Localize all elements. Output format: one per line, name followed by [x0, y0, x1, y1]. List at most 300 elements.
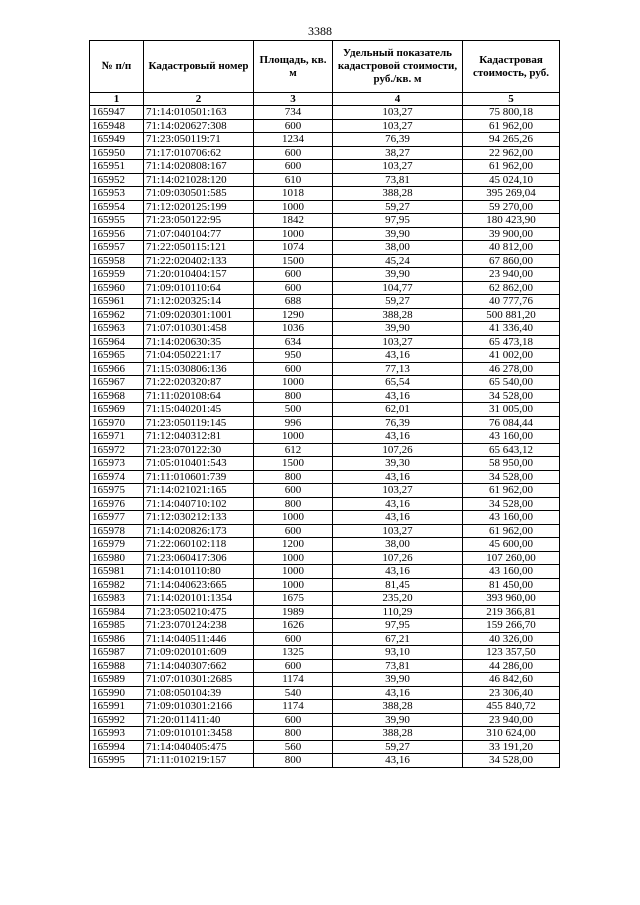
- cell-cadastral-value: 65 643,12: [463, 443, 560, 457]
- cell-cadastral-value: 58 950,00: [463, 457, 560, 471]
- cell-cadastral-number: 71:14:040307:662: [144, 659, 254, 673]
- cell-cadastral-value: 46 842,60: [463, 673, 560, 687]
- cell-area: 600: [254, 119, 333, 133]
- cell-area: 600: [254, 659, 333, 673]
- cell-area: 600: [254, 160, 333, 174]
- cell-unit-value: 103,27: [333, 524, 463, 538]
- cell-row-number: 165961: [90, 295, 144, 309]
- cell-cadastral-number: 71:23:050122:95: [144, 214, 254, 228]
- cell-unit-value: 104,77: [333, 281, 463, 295]
- cell-cadastral-number: 71:14:040511:446: [144, 632, 254, 646]
- cell-cadastral-number: 71:05:010401:543: [144, 457, 254, 471]
- cell-area: 1200: [254, 538, 333, 552]
- cell-cadastral-number: 71:15:030806:136: [144, 362, 254, 376]
- table-row: [90, 268, 560, 282]
- header-area: Площадь, кв. м: [254, 41, 333, 93]
- cell-cadastral-number: 71:14:021021:165: [144, 484, 254, 498]
- cell-unit-value: 73,81: [333, 173, 463, 187]
- cell-cadastral-number: 71:09:010101:3458: [144, 727, 254, 741]
- cell-row-number: 165978: [90, 524, 144, 538]
- cell-unit-value: 76,39: [333, 133, 463, 147]
- cell-cadastral-number: 71:11:010601:739: [144, 470, 254, 484]
- cell-row-number: 165994: [90, 740, 144, 754]
- cell-cadastral-value: 219 366,81: [463, 605, 560, 619]
- cell-cadastral-number: 71:11:020108:64: [144, 389, 254, 403]
- cell-area: 688: [254, 295, 333, 309]
- cell-row-number: 165981: [90, 565, 144, 579]
- column-number: 2: [144, 93, 254, 106]
- cell-row-number: 165970: [90, 416, 144, 430]
- cell-row-number: 165963: [90, 322, 144, 336]
- table-row: [90, 700, 560, 714]
- cell-area: 612: [254, 443, 333, 457]
- table-row: [90, 187, 560, 201]
- table-row: [90, 362, 560, 376]
- cell-cadastral-number: 71:23:070122:30: [144, 443, 254, 457]
- cell-unit-value: 39,90: [333, 268, 463, 282]
- cell-unit-value: 62,01: [333, 403, 463, 417]
- cell-area: 500: [254, 403, 333, 417]
- cell-area: 1000: [254, 551, 333, 565]
- cell-unit-value: 81,45: [333, 578, 463, 592]
- table-row: [90, 416, 560, 430]
- cell-area: 1036: [254, 322, 333, 336]
- cell-unit-value: 103,27: [333, 484, 463, 498]
- cell-cadastral-number: 71:15:040201:45: [144, 403, 254, 417]
- cell-area: 1174: [254, 700, 333, 714]
- table-row: [90, 308, 560, 322]
- cell-cadastral-number: 71:07:040104:77: [144, 227, 254, 241]
- cell-cadastral-value: 65 473,18: [463, 335, 560, 349]
- cell-unit-value: 43,16: [333, 470, 463, 484]
- cell-cadastral-number: 71:09:010110:64: [144, 281, 254, 295]
- table-row: [90, 497, 560, 511]
- cell-cadastral-number: 71:12:020325:14: [144, 295, 254, 309]
- cell-cadastral-number: 71:14:020826:173: [144, 524, 254, 538]
- cell-unit-value: 38,27: [333, 146, 463, 160]
- cell-area: 1000: [254, 200, 333, 214]
- cell-cadastral-number: 71:22:050115:121: [144, 241, 254, 255]
- cell-cadastral-number: 71:14:020627:308: [144, 119, 254, 133]
- table-row: [90, 430, 560, 444]
- cell-area: 600: [254, 524, 333, 538]
- column-number-row: [90, 93, 560, 106]
- table-row: [90, 740, 560, 754]
- cell-row-number: 165956: [90, 227, 144, 241]
- table-row: [90, 403, 560, 417]
- cell-area: 600: [254, 362, 333, 376]
- cell-unit-value: 103,27: [333, 119, 463, 133]
- cell-row-number: 165960: [90, 281, 144, 295]
- cell-cadastral-value: 180 423,90: [463, 214, 560, 228]
- cell-cadastral-number: 71:14:040405:475: [144, 740, 254, 754]
- cell-area: 1500: [254, 254, 333, 268]
- cell-unit-value: 97,95: [333, 619, 463, 633]
- cell-area: 1234: [254, 133, 333, 147]
- cell-cadastral-number: 71:22:060102:118: [144, 538, 254, 552]
- cell-cadastral-number: 71:09:020301:1001: [144, 308, 254, 322]
- cell-row-number: 165975: [90, 484, 144, 498]
- cell-unit-value: 43,16: [333, 389, 463, 403]
- cell-cadastral-number: 71:14:020101:1354: [144, 592, 254, 606]
- cell-cadastral-number: 71:22:020320:87: [144, 376, 254, 390]
- cell-cadastral-value: 81 450,00: [463, 578, 560, 592]
- column-number: 3: [254, 93, 333, 106]
- cell-unit-value: 39,90: [333, 227, 463, 241]
- cell-cadastral-value: 61 962,00: [463, 119, 560, 133]
- cell-cadastral-value: 500 881,20: [463, 308, 560, 322]
- cell-area: 1000: [254, 511, 333, 525]
- cell-unit-value: 110,29: [333, 605, 463, 619]
- cell-row-number: 165971: [90, 430, 144, 444]
- cell-row-number: 165986: [90, 632, 144, 646]
- cell-cadastral-number: 71:14:020630:35: [144, 335, 254, 349]
- table-row: [90, 565, 560, 579]
- cell-unit-value: 39,30: [333, 457, 463, 471]
- cell-row-number: 165955: [90, 214, 144, 228]
- cell-row-number: 165958: [90, 254, 144, 268]
- cell-area: 1675: [254, 592, 333, 606]
- table-row: [90, 511, 560, 525]
- cell-cadastral-value: 43 160,00: [463, 565, 560, 579]
- cell-cadastral-value: 33 191,20: [463, 740, 560, 754]
- table-row: [90, 133, 560, 147]
- table-header-row: [90, 41, 560, 93]
- table-row: [90, 457, 560, 471]
- cell-cadastral-number: 71:23:060417:306: [144, 551, 254, 565]
- cell-row-number: 165995: [90, 754, 144, 768]
- cell-unit-value: 103,27: [333, 335, 463, 349]
- cell-cadastral-value: 65 540,00: [463, 376, 560, 390]
- cell-area: 1074: [254, 241, 333, 255]
- cell-row-number: 165967: [90, 376, 144, 390]
- table-row: [90, 254, 560, 268]
- cell-row-number: 165972: [90, 443, 144, 457]
- cell-cadastral-value: 39 900,00: [463, 227, 560, 241]
- cell-cadastral-value: 43 160,00: [463, 511, 560, 525]
- table-row: [90, 173, 560, 187]
- cell-cadastral-number: 71:12:040312:81: [144, 430, 254, 444]
- cell-unit-value: 45,24: [333, 254, 463, 268]
- cell-area: 800: [254, 727, 333, 741]
- cell-area: 610: [254, 173, 333, 187]
- cell-row-number: 165962: [90, 308, 144, 322]
- cell-area: 1000: [254, 376, 333, 390]
- cell-row-number: 165951: [90, 160, 144, 174]
- table-row: [90, 484, 560, 498]
- cell-unit-value: 59,27: [333, 740, 463, 754]
- header-cadastral-value: Кадастровая стоимость, руб.: [463, 41, 560, 93]
- table-row: [90, 349, 560, 363]
- table-row: [90, 592, 560, 606]
- cell-row-number: 165980: [90, 551, 144, 565]
- cell-cadastral-number: 71:14:040623:665: [144, 578, 254, 592]
- cell-cadastral-value: 40 326,00: [463, 632, 560, 646]
- cell-row-number: 165954: [90, 200, 144, 214]
- table-row: [90, 322, 560, 336]
- table-row: [90, 146, 560, 160]
- table-row: [90, 538, 560, 552]
- cell-cadastral-value: 59 270,00: [463, 200, 560, 214]
- cell-cadastral-value: 34 528,00: [463, 754, 560, 768]
- cell-cadastral-value: 41 002,00: [463, 349, 560, 363]
- cell-cadastral-value: 34 528,00: [463, 470, 560, 484]
- cell-unit-value: 388,28: [333, 308, 463, 322]
- header-unit-value: Удельный показатель кадастровой стоимости, руб./кв. м: [333, 41, 463, 93]
- cell-unit-value: 235,20: [333, 592, 463, 606]
- cell-area: 1174: [254, 673, 333, 687]
- cell-cadastral-number: 71:08:050104:39: [144, 686, 254, 700]
- cell-unit-value: 103,27: [333, 160, 463, 174]
- cell-cadastral-value: 159 266,70: [463, 619, 560, 633]
- cell-cadastral-value: 41 336,40: [463, 322, 560, 336]
- table-row: [90, 106, 560, 120]
- cell-row-number: 165979: [90, 538, 144, 552]
- column-number: 4: [333, 93, 463, 106]
- table-row: [90, 241, 560, 255]
- cell-row-number: 165964: [90, 335, 144, 349]
- cell-cadastral-number: 71:23:070124:238: [144, 619, 254, 633]
- cell-row-number: 165974: [90, 470, 144, 484]
- cell-area: 1018: [254, 187, 333, 201]
- cell-cadastral-number: 71:20:010404:157: [144, 268, 254, 282]
- cell-area: 600: [254, 281, 333, 295]
- cell-cadastral-value: 61 962,00: [463, 484, 560, 498]
- cell-row-number: 165968: [90, 389, 144, 403]
- cell-row-number: 165959: [90, 268, 144, 282]
- table-row: [90, 619, 560, 633]
- cell-area: 1000: [254, 227, 333, 241]
- table-row: [90, 686, 560, 700]
- table-row: [90, 295, 560, 309]
- cell-row-number: 165969: [90, 403, 144, 417]
- cell-area: 1290: [254, 308, 333, 322]
- cell-row-number: 165973: [90, 457, 144, 471]
- cell-row-number: 165976: [90, 497, 144, 511]
- cell-cadastral-value: 61 962,00: [463, 160, 560, 174]
- cell-unit-value: 43,16: [333, 430, 463, 444]
- cell-row-number: 165950: [90, 146, 144, 160]
- cell-area: 600: [254, 268, 333, 282]
- cell-area: 800: [254, 389, 333, 403]
- cell-cadastral-value: 310 624,00: [463, 727, 560, 741]
- cell-row-number: 165949: [90, 133, 144, 147]
- cell-area: 800: [254, 754, 333, 768]
- cell-cadastral-number: 71:04:050221:17: [144, 349, 254, 363]
- cell-cadastral-value: 393 960,00: [463, 592, 560, 606]
- cell-cadastral-value: 23 306,40: [463, 686, 560, 700]
- cell-area: 734: [254, 106, 333, 120]
- cell-cadastral-number: 71:09:010301:2166: [144, 700, 254, 714]
- cell-unit-value: 59,27: [333, 295, 463, 309]
- cell-row-number: 165966: [90, 362, 144, 376]
- cadastral-value-table: [89, 40, 560, 768]
- cell-area: 600: [254, 632, 333, 646]
- table-row: [90, 659, 560, 673]
- cell-row-number: 165982: [90, 578, 144, 592]
- cell-cadastral-value: 123 357,50: [463, 646, 560, 660]
- cell-unit-value: 38,00: [333, 241, 463, 255]
- cell-unit-value: 76,39: [333, 416, 463, 430]
- cell-cadastral-number: 71:11:010219:157: [144, 754, 254, 768]
- cell-unit-value: 73,81: [333, 659, 463, 673]
- cell-cadastral-value: 46 278,00: [463, 362, 560, 376]
- cell-unit-value: 77,13: [333, 362, 463, 376]
- table-row: [90, 335, 560, 349]
- page-number: 3388: [308, 24, 332, 38]
- cell-area: 1989: [254, 605, 333, 619]
- cell-cadastral-value: 43 160,00: [463, 430, 560, 444]
- cell-row-number: 165993: [90, 727, 144, 741]
- cell-unit-value: 39,90: [333, 673, 463, 687]
- column-number: 5: [463, 93, 560, 106]
- cell-row-number: 165947: [90, 106, 144, 120]
- cell-unit-value: 65,54: [333, 376, 463, 390]
- cell-unit-value: 43,16: [333, 686, 463, 700]
- cell-cadastral-value: 455 840,72: [463, 700, 560, 714]
- cell-cadastral-value: 61 962,00: [463, 524, 560, 538]
- cell-cadastral-value: 44 286,00: [463, 659, 560, 673]
- cell-area: 1000: [254, 565, 333, 579]
- cell-unit-value: 93,10: [333, 646, 463, 660]
- cell-unit-value: 43,16: [333, 565, 463, 579]
- cell-row-number: 165984: [90, 605, 144, 619]
- table-row: [90, 200, 560, 214]
- cell-row-number: 165983: [90, 592, 144, 606]
- cell-unit-value: 107,26: [333, 443, 463, 457]
- cell-unit-value: 43,16: [333, 511, 463, 525]
- cell-area: 950: [254, 349, 333, 363]
- table-row: [90, 646, 560, 660]
- cell-cadastral-value: 62 862,00: [463, 281, 560, 295]
- table-row: [90, 632, 560, 646]
- cell-area: 560: [254, 740, 333, 754]
- cell-cadastral-value: 76 084,44: [463, 416, 560, 430]
- cell-row-number: 165987: [90, 646, 144, 660]
- cell-area: 1325: [254, 646, 333, 660]
- table-body: [90, 106, 560, 768]
- table-row: [90, 754, 560, 768]
- cell-cadastral-number: 71:07:010301:458: [144, 322, 254, 336]
- cell-row-number: 165985: [90, 619, 144, 633]
- cell-row-number: 165957: [90, 241, 144, 255]
- cell-unit-value: 388,28: [333, 187, 463, 201]
- cell-area: 1842: [254, 214, 333, 228]
- cell-unit-value: 38,00: [333, 538, 463, 552]
- cell-cadastral-number: 71:12:030212:133: [144, 511, 254, 525]
- cell-area: 540: [254, 686, 333, 700]
- cell-cadastral-value: 23 940,00: [463, 268, 560, 282]
- cell-unit-value: 97,95: [333, 214, 463, 228]
- cell-area: 600: [254, 484, 333, 498]
- header-row-number: № п/п: [90, 41, 144, 93]
- cell-cadastral-value: 75 800,18: [463, 106, 560, 120]
- table-row: [90, 551, 560, 565]
- table-row: [90, 713, 560, 727]
- cell-cadastral-value: 40 812,00: [463, 241, 560, 255]
- cell-unit-value: 67,21: [333, 632, 463, 646]
- table-row: [90, 470, 560, 484]
- cell-cadastral-value: 40 777,76: [463, 295, 560, 309]
- cell-row-number: 165988: [90, 659, 144, 673]
- cell-cadastral-value: 107 260,00: [463, 551, 560, 565]
- cell-cadastral-value: 34 528,00: [463, 497, 560, 511]
- cell-row-number: 165989: [90, 673, 144, 687]
- cell-cadastral-number: 71:23:050119:145: [144, 416, 254, 430]
- cell-cadastral-number: 71:14:021028:120: [144, 173, 254, 187]
- cell-row-number: 165965: [90, 349, 144, 363]
- cell-row-number: 165992: [90, 713, 144, 727]
- table-row: [90, 673, 560, 687]
- cell-row-number: 165991: [90, 700, 144, 714]
- cell-cadastral-number: 71:07:010301:2685: [144, 673, 254, 687]
- cell-cadastral-number: 71:20:011411:40: [144, 713, 254, 727]
- cell-area: 1000: [254, 578, 333, 592]
- cell-unit-value: 388,28: [333, 700, 463, 714]
- cell-area: 800: [254, 470, 333, 484]
- cell-cadastral-value: 22 962,00: [463, 146, 560, 160]
- cell-cadastral-value: 34 528,00: [463, 389, 560, 403]
- cell-cadastral-number: 71:17:010706:62: [144, 146, 254, 160]
- table-row: [90, 727, 560, 741]
- cell-cadastral-number: 71:09:020101:609: [144, 646, 254, 660]
- cell-row-number: 165953: [90, 187, 144, 201]
- cell-cadastral-number: 71:14:020808:167: [144, 160, 254, 174]
- cell-cadastral-value: 45 600,00: [463, 538, 560, 552]
- table-row: [90, 160, 560, 174]
- cell-cadastral-value: 94 265,26: [463, 133, 560, 147]
- cell-unit-value: 39,90: [333, 713, 463, 727]
- cell-unit-value: 43,16: [333, 754, 463, 768]
- cell-row-number: 165977: [90, 511, 144, 525]
- cell-area: 1500: [254, 457, 333, 471]
- cell-unit-value: 43,16: [333, 349, 463, 363]
- table-row: [90, 227, 560, 241]
- cell-row-number: 165990: [90, 686, 144, 700]
- cell-cadastral-number: 71:09:030501:585: [144, 187, 254, 201]
- cell-cadastral-number: 71:22:020402:133: [144, 254, 254, 268]
- cell-unit-value: 59,27: [333, 200, 463, 214]
- cell-area: 600: [254, 713, 333, 727]
- table-row: [90, 578, 560, 592]
- cell-unit-value: 388,28: [333, 727, 463, 741]
- cell-unit-value: 43,16: [333, 497, 463, 511]
- table-row: [90, 389, 560, 403]
- cell-row-number: 165948: [90, 119, 144, 133]
- cell-area: 634: [254, 335, 333, 349]
- cell-area: 800: [254, 497, 333, 511]
- cell-cadastral-value: 45 024,10: [463, 173, 560, 187]
- cell-cadastral-value: 31 005,00: [463, 403, 560, 417]
- table-row: [90, 524, 560, 538]
- cell-area: 996: [254, 416, 333, 430]
- cell-cadastral-number: 71:23:050210:475: [144, 605, 254, 619]
- cell-area: 1626: [254, 619, 333, 633]
- column-number: 1: [90, 93, 144, 106]
- table-row: [90, 119, 560, 133]
- table-row: [90, 214, 560, 228]
- table-row: [90, 376, 560, 390]
- cell-cadastral-number: 71:14:010501:163: [144, 106, 254, 120]
- cell-unit-value: 103,27: [333, 106, 463, 120]
- table-row: [90, 281, 560, 295]
- cell-cadastral-value: 67 860,00: [463, 254, 560, 268]
- cell-cadastral-number: 71:23:050119:71: [144, 133, 254, 147]
- header-cadastral-number: Кадастровый номер: [144, 41, 254, 93]
- cell-unit-value: 107,26: [333, 551, 463, 565]
- cell-cadastral-value: 395 269,04: [463, 187, 560, 201]
- table-row: [90, 605, 560, 619]
